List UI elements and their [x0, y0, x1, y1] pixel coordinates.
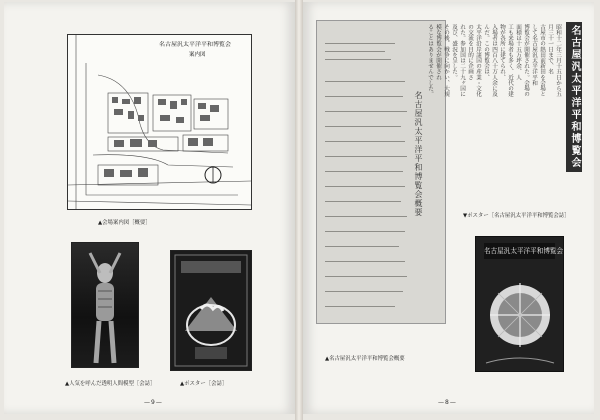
expo-poster-left [170, 250, 252, 371]
body-line: 古屋市の熱田前新田を会場として名古屋汎太平洋平和 [531, 24, 545, 97]
transparent-human-figure [72, 243, 138, 367]
body-line: 入場者は四百八十万人余に及んだ。この博覧会は、 [483, 24, 497, 97]
expo-poster-right [475, 236, 564, 372]
document-caption: ▲名古屋汎太平洋平和博覧会概要 [325, 356, 405, 362]
body-line: その後、戦争に向かい、大規模な博覧会が開催され [435, 24, 449, 97]
page-number-left: —9— [144, 399, 163, 406]
left-page [4, 2, 295, 414]
body-line: れた。参加国は二十九ヶ国に及び、盛況を呈した。 [451, 24, 465, 97]
page-number-right: —8— [438, 399, 457, 406]
page-heading: 名古屋汎太平洋平和博覧会 [566, 22, 582, 172]
poster-right-title: 名古屋汎太平洋平和博覧会 [484, 243, 555, 259]
map-caption: ▲会場案内図［概要］ [98, 220, 151, 226]
poster-caption-left: ▲ポスター［会誌］ [180, 381, 228, 387]
poster-right-art [476, 237, 563, 371]
venue-map-drawing [68, 35, 251, 209]
body-line: 昭和十二年三月十五日から五月三十一日まで、名 [547, 24, 561, 97]
body-line: ることはありませんでした。 [427, 24, 433, 97]
venue-map [67, 34, 252, 210]
body-line: 工も来場者も多く、近代の建物が各所に建てられ、 [499, 24, 513, 97]
map-subtitle: 案内図 [189, 52, 206, 58]
poster-left-art [171, 251, 251, 370]
map-title: 名古屋汎太平洋平和博覧会 [159, 41, 232, 48]
poster-caption-right: ▼ポスター［名古屋汎太平洋平和博覧会誌］ [463, 213, 570, 219]
body-line: 博覧会が開催された。会場の面積は十五万坪余、人 [515, 24, 529, 97]
body-line: 太平洋沿岸諸国の産業・文化の交流を目的に企画さ [467, 24, 481, 97]
photo-caption: ▲人気を呼んだ透明人間模型［会誌］ [65, 381, 156, 387]
right-page [303, 2, 594, 414]
book-gutter [295, 0, 303, 420]
transparent-human-photo [71, 242, 139, 368]
body-text [427, 24, 562, 102]
document-title: 名古屋汎太平洋平和博覧会概要 [414, 91, 423, 217]
